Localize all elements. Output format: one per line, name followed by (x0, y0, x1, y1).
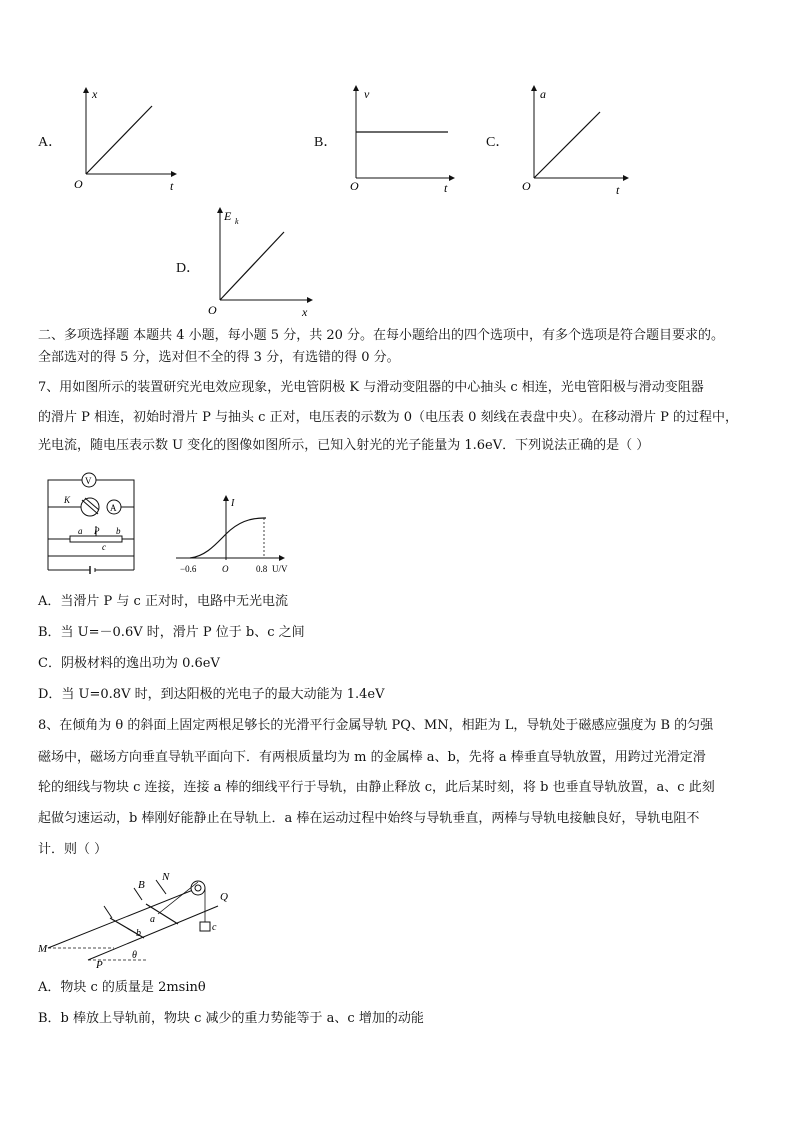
q7-b-label: b (116, 526, 121, 536)
q8-line2: 磁场中，磁场方向垂直导轨平面向下．有两根质量均为 m 的金属棒 a、b，先将 a 棒垂直导轨放置，用跨过光滑定滑 (38, 750, 706, 765)
q7-p-label: P (94, 526, 100, 536)
graph-d-xlabel: x (302, 305, 308, 319)
q7-c-label: c (102, 542, 106, 552)
q8-line3: 轮的细线与物块 c 连接，连接 a 棒的细线平行于导轨，由静止释放 c，此后某时刻，将 b 也垂直导轨放置，a、c 此刻 (38, 780, 715, 795)
q7-graph-ylabel: I (231, 498, 235, 509)
q7-line3: 光电流，随电压表示数 U 变化的图像如图所示，已知入射光的光子能量为 1.6eV．下列说法正确的是（ ） (38, 438, 650, 453)
q7-line1: 7、用如图所示的装置研究光电效应现象，光电管阴极 K 与滑动变阻器的中心抽头 c 相连，光电管阳极与滑动变阻器 (38, 380, 704, 395)
graph-c-origin: O (522, 179, 531, 193)
q7-option-a: A．当滑片 P 与 c 正对时，电路中无光电流 (38, 594, 288, 609)
graph-a (70, 84, 180, 194)
graph-a-origin: O (74, 177, 83, 191)
q8-m-label: M (38, 943, 48, 955)
q7-ammeter-label: A (110, 503, 117, 513)
option-a-letter: A． (38, 135, 63, 150)
graph-c (518, 82, 630, 196)
graph-b (340, 82, 458, 192)
option-b-letter: B． (314, 135, 338, 150)
graph-d-ylabel: E (224, 209, 232, 223)
graph-c-ylabel: a (540, 87, 546, 101)
q7-iu-graph (176, 494, 296, 576)
option-c-letter: C． (486, 135, 510, 150)
graph-a-xlabel: t (170, 179, 174, 193)
q8-p-label: P (96, 959, 103, 970)
q7-option-d: D．当 U=0.8V 时，到达阳极的光电子的最大动能为 1.4eV (38, 687, 385, 702)
section2-line2: 全部选对的得 5 分，选对但不全的得 3 分，有选错的得 0 分。 (38, 350, 400, 365)
graph-c-xlabel: t (616, 183, 620, 196)
graph-a-ylabel: x (92, 87, 98, 101)
section2-line1: 二、多项选择题 本题共 4 小题，每小题 5 分，共 20 分。在每小题给出的四个选项中，有多个选项是符合题目要求的。 (38, 328, 725, 343)
q8-field-label: B (138, 879, 145, 891)
q7-a-label: a (78, 526, 83, 536)
q7-graph-neg-tick: −0.6 (180, 564, 197, 574)
graph-b-xlabel: t (444, 181, 448, 192)
q8-rod-a-label: a (150, 914, 155, 925)
q7-cathode-label: K (64, 495, 71, 505)
q8-line1: 8、在倾角为 θ 的斜面上固定两根足够长的光滑平行金属导轨 PQ、MN，相距为 L，导轨处于磁感应强度为 B 的匀强 (38, 718, 714, 733)
q8-option-a: A．物块 c 的质量是 2msinθ (38, 980, 206, 995)
q8-rod-b-label: b (136, 928, 141, 939)
q7-voltmeter-label: V (85, 476, 92, 486)
option-d-letter: D． (176, 261, 201, 276)
q8-q-label: Q (220, 891, 228, 903)
q8-incline-figure (38, 866, 238, 970)
q8-theta-label: θ (132, 950, 137, 961)
graph-b-ylabel: v (364, 87, 370, 101)
q8-option-b: B．b 棒放上导轨前，物块 c 减少的重力势能等于 a、c 增加的动能 (38, 1011, 424, 1026)
graph-d-ysub: k (235, 217, 239, 226)
q7-option-c: C．阴极材料的逸出功为 0.6eV (38, 656, 220, 671)
q7-graph-origin: O (222, 564, 229, 574)
q7-circuit-figure (44, 470, 144, 580)
graph-b-origin: O (350, 179, 359, 192)
q8-n-label: N (162, 871, 170, 883)
q8-line5: 计．则（ ） (38, 842, 108, 857)
q7-graph-xlabel: U/V (272, 564, 288, 574)
q8-block-c-label: c (212, 922, 217, 933)
q7-graph-pos-tick: 0.8 (256, 564, 268, 574)
graph-d-origin: O (208, 303, 217, 317)
graph-d (204, 204, 316, 320)
q7-option-b: B．当 U=－0.6V 时，滑片 P 位于 b、c 之间 (38, 625, 305, 640)
q8-line4: 起做匀速运动，b 棒刚好能静止在导轨上．a 棒在运动过程中始终与导轨垂直，两棒与导轨电接触良好，导轨电阻不 (38, 811, 700, 826)
q7-line2: 的滑片 P 相连，初始时滑片 P 与抽头 c 正对，电压表的示数为 0（电压表 0 刻线在表盘中央）。在移动滑片 P 的过程中， (38, 410, 739, 425)
